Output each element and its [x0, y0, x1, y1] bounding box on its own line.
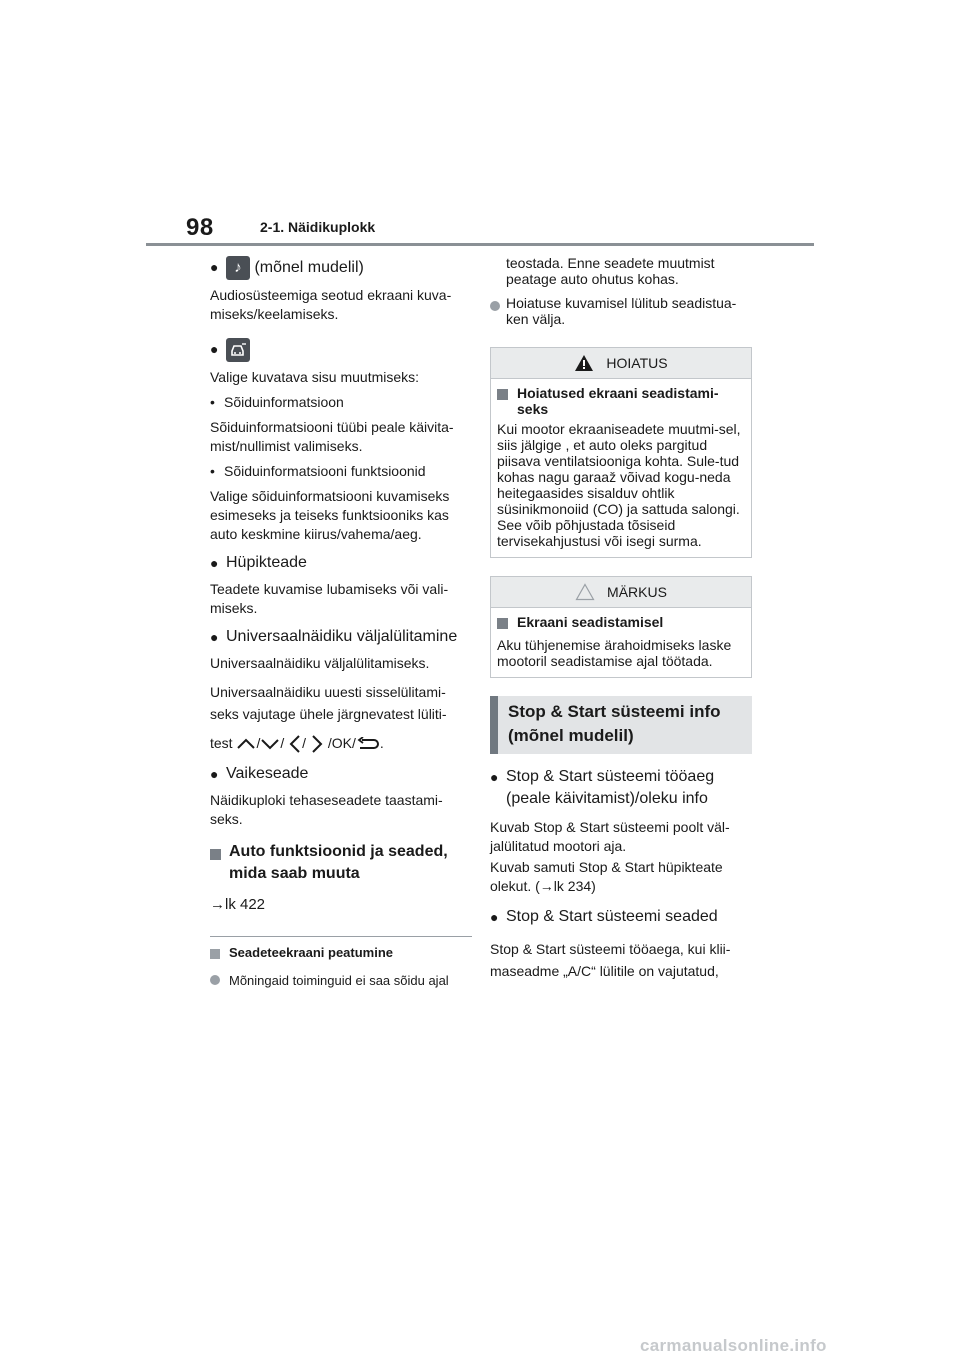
bullet-stop-start-settings-text: Stop & Start süsteemi tööaega, kui klii-maseadme „A/C“ lülitile on vajutatud,: [490, 941, 731, 979]
bullet-audio-text: Audiosüsteemiga seotud ekraani kuva-miseks/keelamiseks.: [210, 287, 452, 322]
small-dot-text: Mõningaid toiminguid ei saa sõidu ajal: [229, 973, 449, 988]
notice-box-sub-text: Ekraani seadistamisel: [517, 614, 664, 630]
small-rule: [210, 936, 472, 937]
bullet-stop-start-time-text1: Kuvab Stop & Start süsteemi poolt väl-jalülitatud mootori aja.: [490, 819, 730, 854]
chevron-down-icon: [260, 737, 280, 751]
bullet-stop-start-time-text2: Kuvab samuti Stop & Start hüpikteate olekut. (→lk 234): [490, 859, 723, 894]
small-heading-text: Seadeteekraani peatumine: [229, 945, 394, 960]
bullet-car-text: Valige kuvatava sisu muutmiseks:: [210, 369, 420, 385]
bullet-stop-start-time: ● Stop & Start süsteemi tööaeg (peale käivitamist)/oleku info: [490, 766, 752, 810]
bullet-popup-head: Hüpikteade: [226, 554, 307, 571]
warning-box-sub-text: Hoiatused ekraani seadistami-seks: [517, 385, 719, 417]
warning-dot-text: Hoiatuse kuvamisel lülitub seadistua-ken välja.: [506, 295, 737, 327]
bullet-stop-start-time-head: Stop & Start süsteemi tööaeg (peale käivitamist)/oleku info: [506, 768, 715, 807]
ok-label: OK: [331, 735, 352, 751]
end-dot: .: [379, 735, 384, 751]
bullet-default-head: Vaikeseade: [226, 765, 309, 782]
separator: /: [256, 735, 261, 751]
warning-box-title: HOIATUS: [606, 354, 668, 371]
features-heading-text: Auto funktsioonid ja seaded, mida saab muuta: [229, 843, 448, 882]
bullet-multi-off-text1: Universaalnäidiku väljalülitamiseks.: [210, 655, 430, 671]
warning-box-text: Kui mootor ekraaniseadete muutmi-sel, siis jälgige , et auto oleks pargitud piisava ventilatsiooniga kohta. Sule-tud kohas nagu garaaž võivad kogu-neda heitegaasides sisalduv ohtlik süsinikmonoiid (CO) ja sattuda salongi. See võib põhjustada tõsiseid tervisekahjustusi või isegi surma.: [497, 421, 741, 549]
warning-dot-item: [490, 295, 752, 327]
notice-box-header: [491, 577, 751, 608]
left-column: [210, 256, 472, 990]
warning-box: [490, 347, 752, 558]
notice-box: [490, 576, 752, 678]
right-column: [490, 255, 752, 982]
warning-box-body: [491, 379, 751, 557]
separator: /: [280, 735, 285, 751]
switch-list-start: test: [210, 735, 233, 751]
switch-list: [210, 731, 472, 755]
bullet-default: ● Vaikeseade: [210, 763, 472, 785]
bullet-stop-start-settings: ● Stop & Start süsteemi seaded: [490, 906, 752, 928]
bullet-stop-start-settings-head: Stop & Start süsteemi seaded: [506, 908, 718, 925]
separator: /: [302, 735, 307, 751]
small-heading: [210, 943, 472, 965]
sub-item-driving-info: • Sõiduinformatsioon: [210, 394, 344, 410]
back-arrow-icon: [356, 737, 380, 751]
notice-box-sub: [497, 614, 745, 633]
features-heading: [210, 841, 472, 885]
watermark: carmanualsonline.info: [640, 1336, 827, 1355]
notice-triangle-icon: [575, 583, 595, 601]
chevron-left-icon: [288, 734, 302, 754]
bullet-car-display: ●: [210, 338, 472, 362]
small-dot-item: [210, 971, 472, 990]
sub-item-driving-functions: • Sõiduinformatsiooni funktsioonid: [210, 463, 426, 479]
warning-box-header: [491, 348, 751, 379]
notice-box-text: Aku tühjenemise ärahoidmiseks laske mootoril seadistamise ajal töötada.: [497, 637, 732, 669]
sub-item-driving-info-label: Sõiduinformatsioon: [224, 394, 344, 410]
continued-text: teostada. Enne seadete muutmist peatage auto ohutus kohas.: [506, 255, 715, 287]
header-rule: [146, 243, 814, 246]
chevron-right-icon: [310, 734, 324, 754]
notice-box-body: [491, 608, 751, 677]
features-ref: →lk 422: [210, 896, 266, 913]
warning-box-sub: [497, 385, 745, 417]
bullet-popup: ● Hüpikteade: [210, 552, 472, 574]
bullet-audio: ● ♪ (mõnel mudelil): [210, 256, 472, 280]
warning-triangle-icon: [574, 354, 594, 372]
music-note-icon: ♪: [226, 256, 250, 280]
bullet-multi-off: ● Universaalnäidiku väljalülitamine: [210, 626, 472, 648]
bullet-multi-off-head: Universaalnäidiku väljalülitamine: [226, 628, 458, 645]
sub-item-driving-info-text: Sõiduinformatsiooni tüübi peale käivita-mist/nullimist valimiseks.: [210, 419, 454, 454]
bullet-popup-text: Teadete kuvamise lubamiseks või vali-miseks.: [210, 581, 449, 616]
chevron-up-icon: [236, 737, 256, 751]
separator: /: [327, 735, 332, 751]
bullet-multi-off-text2: Universaalnäidiku uuesti sisselülitami-seks vajutage ühele järgnevatest lüliti-: [210, 684, 447, 722]
stop-start-heading: Stop & Start süsteemi info (mõnel mudelil): [490, 696, 752, 754]
sub-item-driving-functions-label: Sõiduinformatsiooni funktsioonid: [224, 463, 426, 479]
notice-box-title: MÄRKUS: [607, 583, 667, 600]
page-number: 98: [186, 214, 214, 241]
section-title: 2-1. Näidikuplokk: [260, 219, 376, 235]
bullet-default-text: Näidikuploki tehaseseadete taastami-seks.: [210, 792, 443, 827]
bullet-audio-label: (mõnel mudelil): [254, 259, 364, 277]
sub-item-driving-functions-text: Valige sõiduinformatsiooni kuvamiseks esimeseks ja teiseks funktsiooniks kas auto keskmine kiirus/vahema/aeg.: [210, 488, 450, 542]
separator: /: [351, 735, 356, 751]
car-display-icon: [226, 338, 250, 362]
